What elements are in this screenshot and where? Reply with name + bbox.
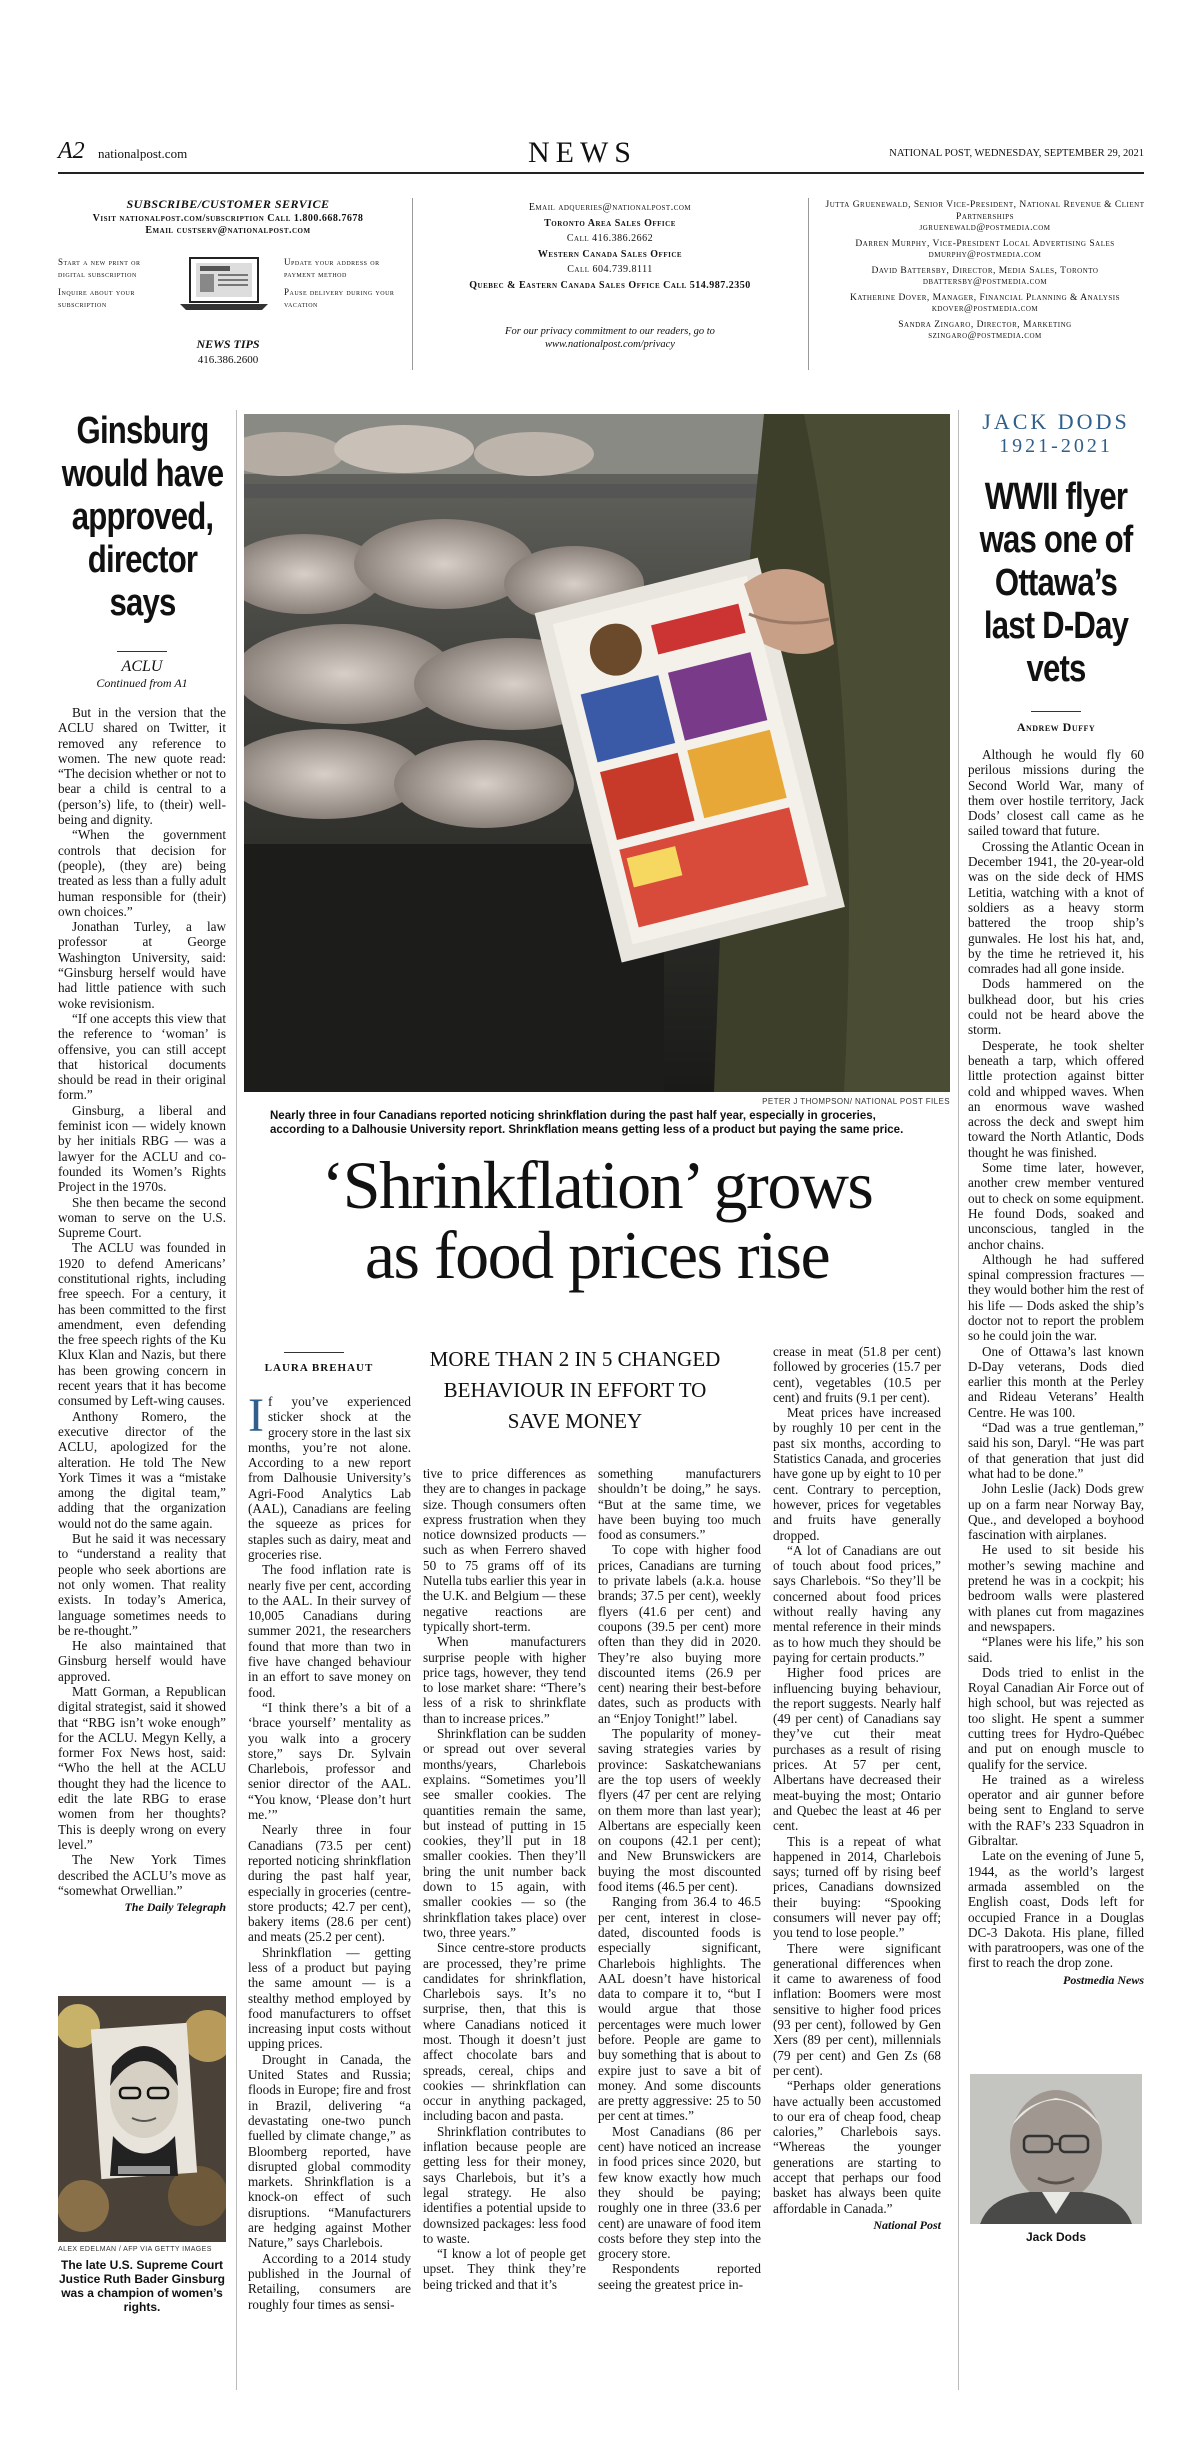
- main-column-3: [598, 1466, 761, 2292]
- left-headline: Ginsburg would have approved, director says: [61, 410, 224, 624]
- staff-email[interactable]: dmurphy@postmedia.com: [928, 250, 1042, 260]
- main-column-1: [248, 1389, 411, 2312]
- main-headline-line-2: as food prices rise: [364, 1217, 830, 1293]
- paragraph: “Perhaps older generations have actually been accustomed to our era of cheap food, cheap calories,” Charlebois says. “Whereas the younger generations are starting to accept that perhaps our food basket has always been quite affordable in Canada.”: [773, 2078, 941, 2216]
- divider-vertical-1: [412, 198, 413, 370]
- paragraph: “Dad was a true gentleman,” said his son, Daryl. “He was part of that generation that just did what had to be done.”: [968, 1420, 1144, 1481]
- paragraph: He trained as a wireless operator and air gunner before being sent to England to serve with the RAF’s 233 Squadron in Gibraltar.: [968, 1771, 1144, 1849]
- subscribe-box: [58, 198, 398, 370]
- obit-years: 1921-2021: [999, 435, 1113, 457]
- inquire-text[interactable]: Inquire about your subscription: [58, 287, 135, 309]
- paragraph: The food inflation rate is nearly five per cent, according to the AAL. In their survey of 10,005 Canadians during summer 2021, the researchers found that more than two in five have changed behaviour in an effort to save money on food.: [248, 1562, 411, 1700]
- byline-rule: [284, 1352, 344, 1353]
- obit-name: JACK DODS: [982, 409, 1130, 434]
- paragraph: But in the version that the ACLU shared on Twitter, it removed any reference to women. The new quote read: “The decision whether or not to bear a child is central to a (person’s) life, to (their) well-being and dignity.: [58, 705, 226, 828]
- sales-email[interactable]: Email adqueries@nationalpost.com: [528, 202, 692, 213]
- staff-email[interactable]: jgruenewald@postmedia.com: [919, 223, 1051, 233]
- paragraph: The popularity of money-saving strategies varies by province: Saskatchewanians are the top users of weekly flyers (47 per cent are relying on them more than last year); Albertans are especially keen on coupons (42.1 per cent); and New Brunswickers are buying the most discounted food items (46.5 per cent).: [598, 1726, 761, 1895]
- staff-email[interactable]: szingaro@postmedia.com: [928, 331, 1042, 341]
- paragraph: She then became the second woman to serve on the U.S. Supreme Court.: [58, 1194, 226, 1241]
- section-title: NEWS: [528, 136, 637, 169]
- staff-line: David Battersby, Director, Media Sales, Toronto: [871, 265, 1099, 276]
- paragraph: crease in meat (51.8 per cent) followed by groceries (15.7 per cent), vegetables (10.5 per cent) and fruits (9.1 per cent).: [773, 1344, 941, 1405]
- sales-box: [430, 200, 790, 370]
- main-headline-line-1: ‘Shrinkflation’ grows: [321, 1147, 873, 1223]
- paragraph-text: f you’ve experienced sticker shock at the grocery store in the last six months, you’re not alone. According to a new report from Dalhousie University’s Agri-Food Analytics Lab (AAL), Canadians are feeling the squeeze as prices for staples such as dairy, meat and groceries rise.: [248, 1394, 411, 1562]
- paragraph: Shrinkflation contributes to inflation because people are getting less for their money, says Charlebois, but it’s a legal strategy. He also identifies a potential upside to downsized packages: less food to waste.: [423, 2123, 586, 2246]
- paragraph: Some time later, however, another crew member ventured out to check on some equipment. He found Dods, soaked and unconscious, tangled in the anchor chains.: [968, 1160, 1144, 1252]
- news-tips-label: NEWS TIPS: [196, 337, 260, 351]
- dods-photo: [970, 2074, 1142, 2224]
- paragraph: “When the government controls that decision for (people), (they are) being treated as less than a fully adult human responsible for (their) own choices.”: [58, 827, 226, 919]
- main-photo-credit: PETER J THOMPSON/ NATIONAL POST FILES: [762, 1097, 950, 1106]
- pause-delivery-text[interactable]: Pause delivery during your vacation: [284, 287, 395, 309]
- site-url[interactable]: nationalpost.com: [98, 146, 188, 161]
- staff-email[interactable]: dbattersby@postmedia.com: [922, 277, 1048, 287]
- paragraph: “If one accepts this view that the reference to ‘woman’ is offensive, you can still accept that historical documents should be read in their original form.”: [58, 1010, 226, 1103]
- main-deck: MORE THAN 2 IN 5 CHANGED BEHAVIOUR IN EFFORT TO SAVE MONEY: [429, 1347, 721, 1433]
- paragraph: According to a 2014 study published in the Journal of Retailing, consumers are roughly four times as sensi-: [248, 2250, 411, 2312]
- sales-toronto-office: Toronto Area Sales Office: [544, 217, 676, 229]
- paragraph: Jonathan Turley, a law professor at George Washington University, said: “Ginsburg herself would have had little patience with such woke revisionism.: [58, 919, 226, 1011]
- ginsburg-photo-credit: ALEX EDELMAN / AFP VIA GETTY IMAGES: [58, 2246, 212, 2253]
- staff-line: Sandra Zingaro, Director, Marketing: [898, 319, 1072, 330]
- right-byline-rule: [1031, 711, 1081, 712]
- staff-box: [820, 200, 1150, 370]
- privacy-note[interactable]: For our privacy commitment to our readers, go to www.nationalpost.com/privacy: [505, 326, 715, 350]
- sales-quebec-office: Quebec & Eastern Canada Sales Office Call 514.987.2350: [469, 279, 751, 291]
- paragraph: Dods tried to enlist in the Royal Canadian Air Force out of high school, but was rejected as too slight. He spent a summer cutting trees for Hydro-Québec and put on enough muscle to qualify for the service.: [968, 1664, 1144, 1772]
- main-photo: [244, 414, 950, 1092]
- paragraph: Desperate, he took shelter beneath a tarp, which offered little protection against bitter cold and whipped waves. When an enormous wave washed across the deck and swept him toward the North Atlantic, Dods thought he was finished.: [968, 1037, 1144, 1160]
- start-subscription-text[interactable]: Start a new print or digital subscription: [58, 257, 141, 279]
- divider-right: [958, 410, 959, 2390]
- paragraph: John Leslie (Jack) Dods grew up on a farm near Norway Bay, Que., and developed a boyhood fascination with airplanes.: [968, 1481, 1144, 1543]
- left-kicker-rule: [117, 651, 167, 652]
- subscribe-visit-line[interactable]: Visit nationalpost.com/subscription Call 1.800.668.7678: [92, 213, 364, 224]
- paragraph: Ginsburg, a liberal and feminist icon — widely known by her initials RBG — was a lawyer for the ACLU and co-founded its Women’s Rights Project in the 1970s.: [58, 1102, 226, 1195]
- paragraph: something manufacturers shouldn’t be doing,” he says. “But at the same time, we have been buying too much food as consumers.”: [598, 1466, 761, 1543]
- paragraph: Higher food prices are influencing buying behaviour, the report suggests. Nearly half (49 per cent) of Canadians say they’ve cut their meat purchases as a result of rising prices. At 57 per cent, Albertans have decreased their meat-buying the most; Ontario and Quebec the least at 46 per cent.: [773, 1665, 941, 1834]
- paragraph: Although he had suffered spinal compression fractures — they would bother him the rest of his life — Dods asked the ship’s doctor not to report the problem so he could join the war.: [968, 1251, 1144, 1344]
- staff-line: Jutta Gruenewald, Senior Vice-President, National Revenue & Client Partnerships: [825, 200, 1145, 222]
- main-photo-caption: Nearly three in four Canadians reported noticing shrinkflation during the past half year, especially in groceries, according to a Dalhousie University report. Shrinkflation means getting less of a product but paying the same price.: [270, 1110, 904, 1136]
- update-address-text[interactable]: Update your address or payment method: [284, 257, 380, 279]
- paragraph: [248, 1389, 411, 1562]
- paragraph: Ranging from 36.4 to 46.5 per cent, interest in close-dated, discounted foods is especially significant, Charlebois highlights. The AAL doesn’t have historical data to compare it to, “but I would argue that those percentages were much lower before. People are game to buy something that is about to expire just to save a bit of money. And some discounts are pretty aggressive: 25 to 50 per cent at times.”: [598, 1894, 761, 2124]
- paragraph: “A lot of Canadians are out of touch about food prices,” says Charlebois. “So they’ll be concerned about food prices without really having any mental reference in their minds as to how much they should be paying for certain products.”: [773, 1542, 941, 1665]
- paragraph: He used to sit beside his mother’s sewing machine and pretend he was in a cockpit; his bedroom walls were plastered with planes cut from magazines and newspapers.: [968, 1542, 1144, 1634]
- paragraph: This is a repeat of what happened in 2014, Charlebois says; turned off by rising beef prices, Canadians downsized their buying: “Spooking consumers will never pay off; you tend to lose people.”: [773, 1833, 941, 1941]
- paragraph: Nearly three in four Canadians (73.5 per cent) reported noticing shrinkflation during the past half year, especially in groceries (centre-store products; 42.7 per cent), bakery items (28.6 per cent) and meats (25.2 per cent).: [248, 1822, 411, 1945]
- right-column: [968, 410, 1144, 1988]
- divider-vertical-2: [808, 198, 809, 370]
- main-headline: [244, 1147, 950, 1293]
- paragraph: But he said it was necessary to “understand a reality that people who seek abortions are not only women. That reality exists. In today’s America, language sometimes needs to be re-thought.”: [58, 1531, 226, 1638]
- right-article-body: [968, 747, 1144, 1971]
- subscribe-email-line[interactable]: Email custserv@nationalpost.com: [145, 225, 311, 236]
- paragraph: One of Ottawa’s last known D-Day veterans, Dods died earlier this month at the Perley and Rideau Veterans’ Health Centre. He was 100.: [968, 1343, 1144, 1420]
- paragraph: Crossing the Atlantic Ocean in December 1941, the 20-year-old was on the side deck of HMS Letitia, watching with a knot of soldiers as a heavy storm battered the troop ship’s gunwales. He lost his hat, and, by the time he retrieved it, his comrades had all gone inside.: [968, 838, 1144, 977]
- paragraph: Most Canadians (86 per cent) have noticed an increase in food prices since 2020, but few know exactly how much they should be paying; roughly one in three (33.6 per cent) are unaware of food item costs before they step into the grocery store.: [598, 2123, 761, 2262]
- left-kicker: ACLU: [121, 658, 163, 675]
- dateline: NATIONAL POST, WEDNESDAY, SEPTEMBER 29, 2021: [889, 148, 1144, 159]
- sales-western-phone: Call 604.739.8111: [567, 264, 653, 275]
- left-source: The Daily Telegraph: [124, 1900, 226, 1915]
- paragraph: Late on the evening of June 5, 1944, as the world’s largest armada assembled on the English coast, Dods left for occupied France in a Douglas DC-3 Dakota. His plane, filled with paratroopers, was one of the first to reach the drop zone.: [968, 1848, 1144, 1971]
- masthead: [58, 136, 1144, 172]
- staff-line: Darren Murphy, Vice-President Local Advertising Sales: [855, 238, 1115, 249]
- dods-photo-caption: Jack Dods: [1025, 2230, 1087, 2244]
- paragraph: “I think there’s a bit of a ‘brace yourself’ mentality as you walk into a grocery store,” says Dr. Sylvain Charlebois, professor and senior director of the AAL. “You know, ‘Please don’t hurt me.’”: [248, 1699, 411, 1823]
- paragraph: Matt Gorman, a Republican digital strategist, said it showed that “RBG isn’t woke enough” for the ACLU. Megyn Kelly, a former Fox News host, said: “Who the hell at the ACLU thought they had the licence to edit the late RBG to erase women from her thoughts? This is deeply wrong on every level.”: [58, 1684, 226, 1852]
- paragraph: The New York Times described the ACLU’s move as “somewhat Orwellian.”: [58, 1852, 226, 1898]
- ginsburg-photo: [58, 1996, 226, 2242]
- page-number: A2: [58, 138, 85, 164]
- paragraph: There were significant generational differences when it came to awareness of food inflation: Boomers were most sensitive to higher food prices (93 per cent), followed by Gen Xers (89 per cent), millennials (79 per cent) and Gen Zs (68 per cent).: [773, 1940, 941, 2078]
- main-column-2: [423, 1466, 586, 2292]
- sales-western-office: Western Canada Sales Office: [537, 248, 683, 260]
- left-column: [58, 410, 226, 1915]
- main-column-4: [773, 1344, 941, 2233]
- paragraph: The ACLU was founded in 1920 to defend Americans’ constitutional rights, including free speech. For a century, it has been committed to the first amendment, even defending the free speech rights of the Ku Klux Klan and Nazis, but there has been growing concern in recent years that it has become consumed by Left-wing causes.: [58, 1240, 226, 1409]
- staff-line: Katherine Dover, Manager, Financial Planning & Analysis: [850, 292, 1120, 303]
- staff-email[interactable]: kdover@postmedia.com: [931, 304, 1039, 314]
- ginsburg-photo-caption: The late U.S. Supreme Court Justice Ruth Bader Ginsburg was a champion of women’s rights.: [58, 2258, 226, 2314]
- paragraph: Although he would fly 60 perilous missions during the Second World War, many of them over hostile territory, Jack Dods’ closest call came as he sailed toward that future.: [968, 747, 1144, 839]
- divider-left: [236, 410, 237, 2390]
- paragraph: Respondents reported seeing the greatest price in-: [598, 2261, 761, 2292]
- left-article-body: [58, 705, 226, 1898]
- subscribe-heading: SUBSCRIBE/CUSTOMER SERVICE: [126, 197, 330, 211]
- right-headline: WWII flyer was one of Ottawa’s last D-Day vets: [979, 476, 1133, 690]
- paragraph: Since centre-store products are processed, they’re prime candidates for shrinkflation, Charlebois says. It’s no surprise, then, that this is where Canadians noticed it most. Though it doesn’t just affect chocolate bars and spreads, cereal, chips and cookies — shrinkflation can occur in anything packaged, including bacon and pasta.: [423, 1940, 586, 2124]
- news-tips-phone: 416.386.2600: [197, 354, 259, 366]
- paragraph: When manufacturers surprise people with higher price tags, however, they tend to lose market share: “There’s less of a risk to shrinkflate than to increase prices.”: [423, 1634, 586, 1726]
- paragraph: Drought in Canada, the United States and Russia; floods in Europe; fire and frost in Brazil, delivering “a devastating one-two punch fuelled by climate change,” as Bloomberg reported, have disrupted global commodity markets. Shrinkflation is a knock-on effect of such disruptions. “Manufacturers are hedging against Mother Nature,” says Charlebois.: [248, 2051, 411, 2251]
- sales-toronto-phone: Call 416.386.2662: [566, 233, 654, 244]
- paragraph: He also maintained that Ginsburg herself would have approved.: [58, 1638, 226, 1684]
- paragraph: Anthony Romero, the executive director of the ACLU, apologized for the alteration. He told The New York Times it was a “mistake among the digital team,” adding that the organization would not do the same again.: [58, 1408, 226, 1531]
- main-byline: LAURA BREHAUT: [264, 1362, 374, 1374]
- laptop-icon: [176, 254, 272, 312]
- paragraph: Shrinkflation — getting less of a product but paying the same amount — is a stealthy method employed by food manufacturers to offset increasing input costs without upping prices.: [248, 1944, 411, 2052]
- paragraph: Meat prices have increased by roughly 10 per cent in the past six months, according to Statistics Canada, and groceries have gone up by eight to 10 per cent. Contrary to perception, however, prices for vegetables and fruits have generally dropped.: [773, 1405, 941, 1543]
- main-source: National Post: [873, 2217, 941, 2232]
- paragraph: To cope with higher food prices, Canadians are turning to private labels (a.k.a. house brands; 37.5 per cent), weekly flyers (41.6 per cent) and coupons (39.5 per cent) more often than they did in 2020. They’re also buying more discounted items (26.9 per cent) nearing their best-before dates, such as products with an “Enjoy Tonight!” label.: [598, 1542, 761, 1726]
- paragraph: Dods hammered on the bulkhead door, but his cries could not be heard above the storm.: [968, 976, 1144, 1038]
- paragraph: “Planes were his life,” his son said.: [968, 1634, 1144, 1665]
- paragraph: tive to price differences as they are to changes in package size. Though consumers often express frustration when they notice downsized products — such as when Ferrero shaved 50 to 75 grams off of its Nutella tubs earlier this year in the U.K. and Belgium — these negative reactions are typically short-term.: [423, 1466, 586, 1634]
- masthead-rule: [58, 172, 1144, 174]
- paragraph: Shrinkflation can be sudden or spread out over several months/years, Charlebois explains. “Sometimes you’ll see smaller cookies. The quantities remain the same, but instead of putting in 15 cookies, they’ll put in 18 smaller cookies. Then they’ll bring the unit number back down to 15 again, with smaller cookies — so (the shrinkflation takes place) over two, three years.”: [423, 1726, 586, 1940]
- right-byline: Andrew Duffy: [1016, 720, 1096, 734]
- left-continued: Continued from A1: [96, 676, 188, 690]
- paragraph: “I know a lot of people get upset. They think they’re being tricked and that it’s: [423, 2246, 586, 2292]
- right-source: Postmedia News: [1063, 1972, 1144, 1987]
- drop-cap: I: [248, 1389, 264, 1442]
